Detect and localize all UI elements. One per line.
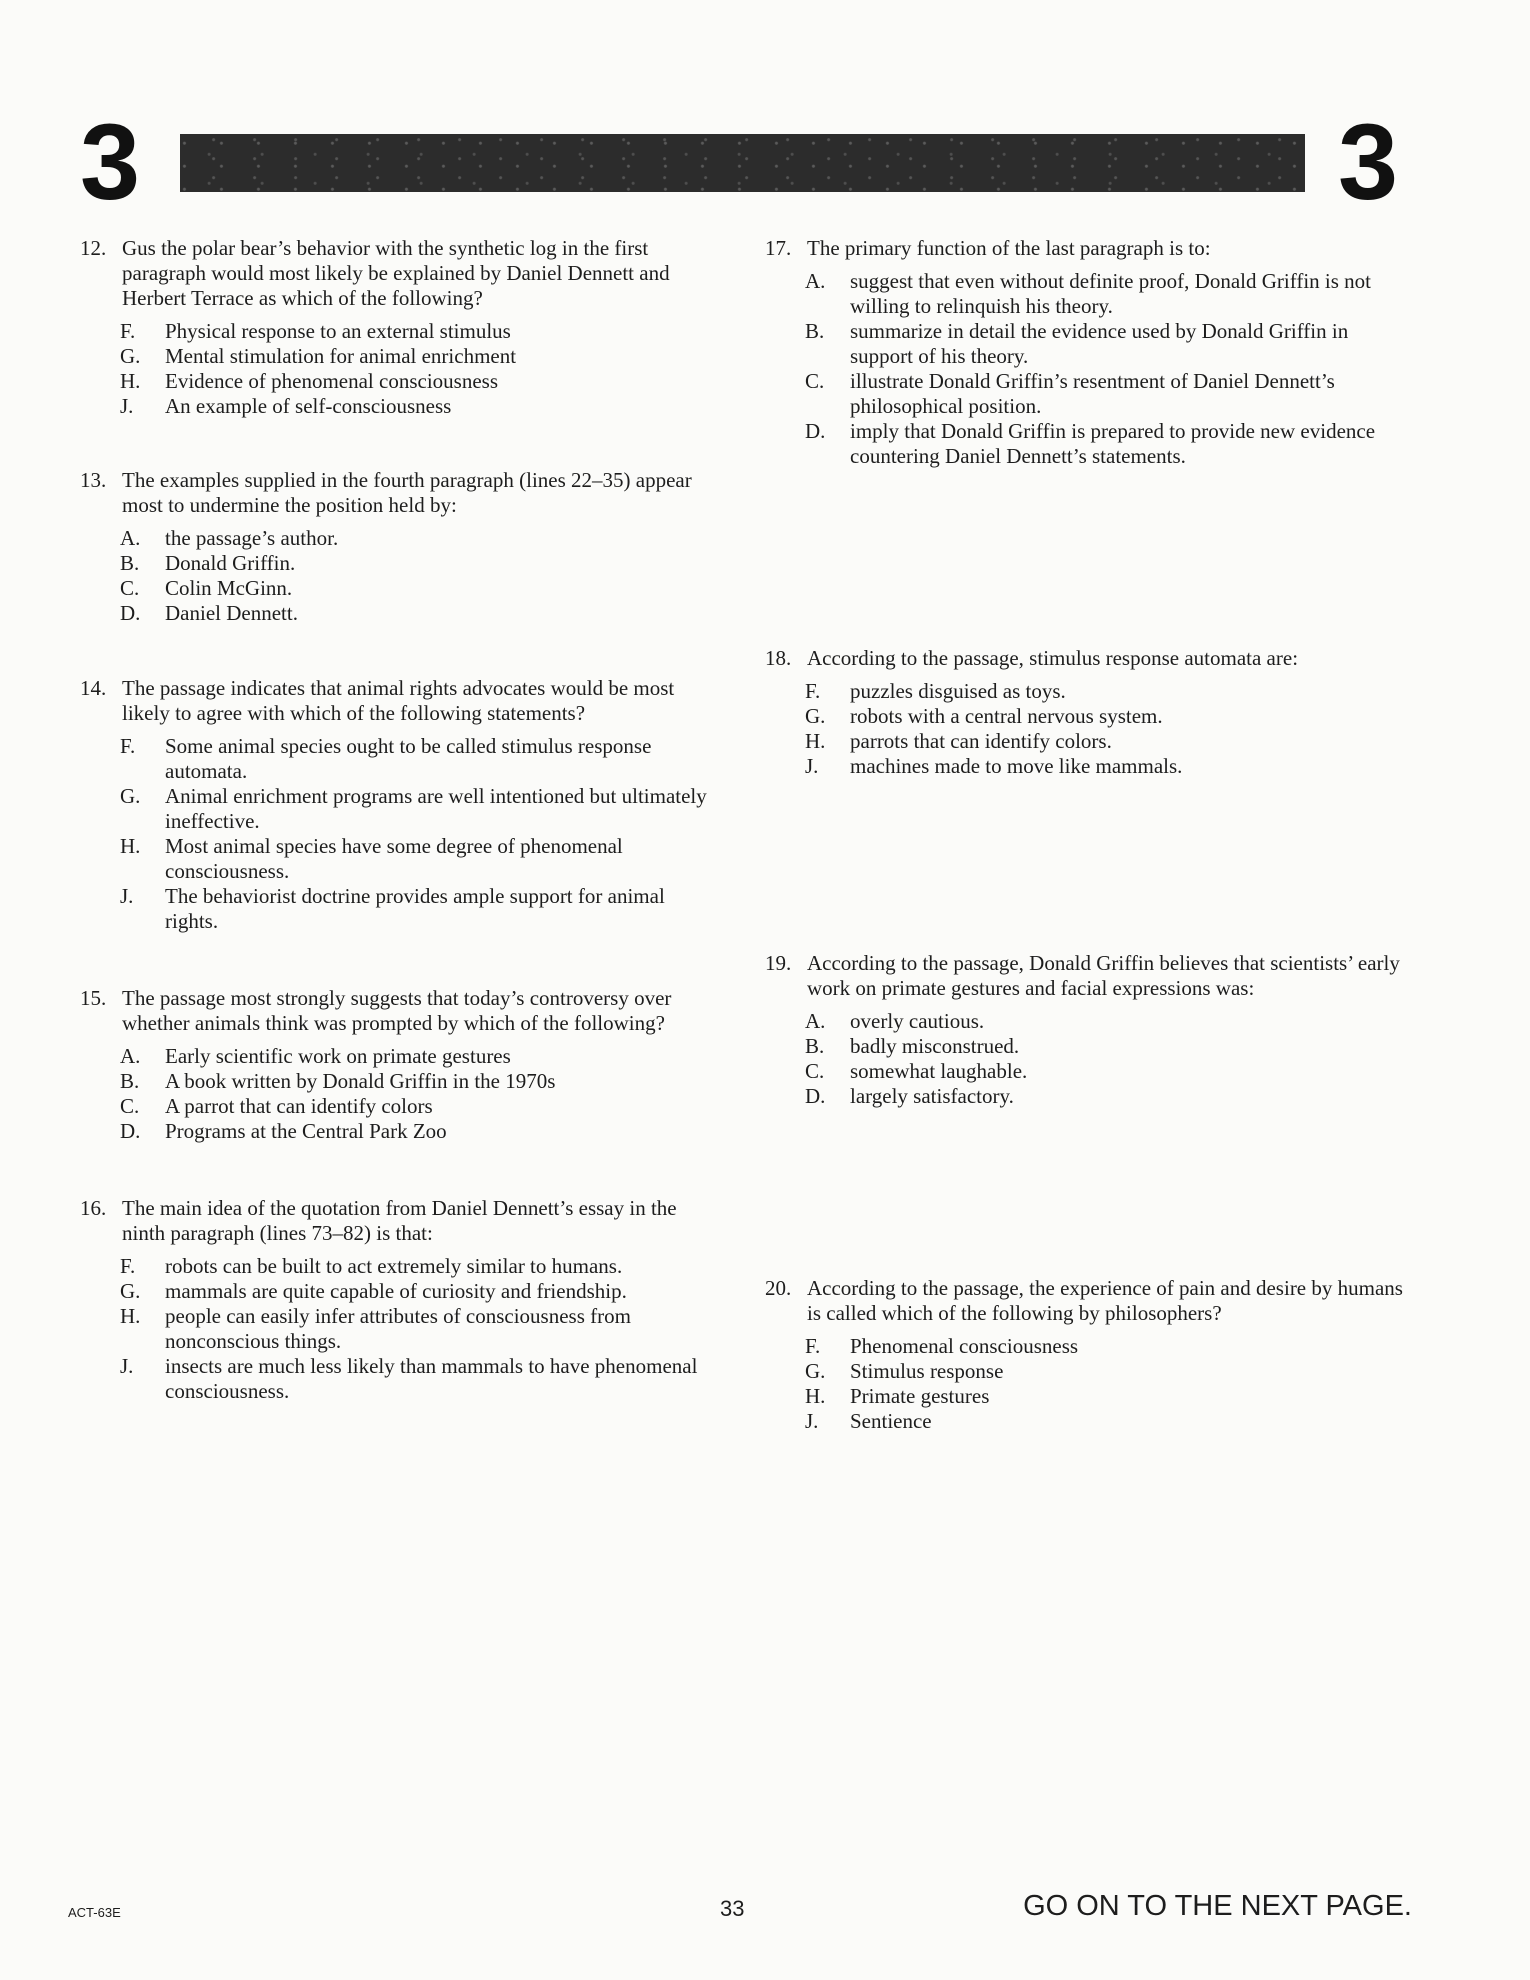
answer-choice [805,369,1415,419]
choice-text: A book written by Donald Griffin in the 1970s [165,1069,556,1093]
choice-text: Most animal species have some degree of phenomenal consciousness. [165,834,623,883]
section-number-right: 3 [1338,101,1399,222]
choice-letter: C. [120,1094,140,1118]
choice-letter: F. [120,734,136,758]
question-stem: The examples supplied in the fourth paragraph (lines 22–35) appear most to undermine the position held by: [122,468,692,517]
answer-choice [805,1084,1415,1109]
choice-letter: A. [120,526,141,550]
answer-choice [120,344,710,369]
answer-choices [765,1009,1415,1109]
choice-text: suggest that even without definite proof, Donald Griffin is not willing to relinquish his theory. [850,269,1372,318]
answer-choice [120,1044,710,1069]
answer-choice [120,884,710,934]
choice-text: parrots that can identify colors. [850,729,1112,753]
choice-letter: F. [805,679,821,703]
choice-text: An example of self-consciousness [165,394,452,418]
choice-letter: H. [120,834,141,858]
choice-text: Phenomenal consciousness [850,1334,1079,1358]
choice-letter: J. [120,884,134,908]
question-number: 17. [765,236,792,260]
question-stem: Gus the polar bear’s behavior with the synthetic log in the first paragraph would most likely be explained by Daniel Dennett and Herbert Terrace as which of the following? [122,236,670,310]
question-18 [765,646,1415,779]
choice-letter: B. [120,1069,140,1093]
answer-choice [120,1254,710,1279]
answer-choices [80,1254,710,1404]
choice-text: illustrate Donald Griffin’s resentment of Daniel Dennett’s philosophical position. [850,369,1335,418]
choice-letter: H. [120,1304,141,1328]
choice-letter: J. [805,1409,819,1433]
choice-letter: J. [120,1354,134,1378]
answer-choice [120,1304,710,1354]
choice-letter: B. [805,319,825,343]
answer-choices [765,269,1415,469]
answer-choice [120,369,710,394]
choice-letter: F. [805,1334,821,1358]
answer-choice [805,269,1415,319]
choice-text: Animal enrichment programs are well intentioned but ultimately ineffective. [165,784,707,833]
choice-letter: J. [120,394,134,418]
choice-letter: F. [120,319,136,343]
choice-text: Evidence of phenomenal consciousness [165,369,498,393]
answer-choice [120,551,710,576]
choice-text: The behaviorist doctrine provides ample support for animal rights. [165,884,665,933]
answer-choice [805,1359,1415,1384]
answer-choice [805,1334,1415,1359]
answer-choices [765,1334,1415,1434]
choice-text: summarize in detail the evidence used by Donald Griffin in support of his theory. [850,319,1349,368]
choice-text: Sentience [850,1409,932,1433]
choice-text: robots with a central nervous system. [850,704,1163,728]
section-number-left: 3 [80,101,141,222]
choice-letter: J. [805,754,819,778]
choice-letter: D. [805,419,826,443]
question-number: 16. [80,1196,107,1220]
choice-letter: C. [120,576,140,600]
answer-choices [80,1044,710,1144]
answer-choice [120,526,710,551]
answer-choice [120,601,710,626]
question-20 [765,1276,1415,1434]
choice-letter: G. [120,1279,141,1303]
choice-letter: A. [805,1009,826,1033]
choice-text: imply that Donald Griffin is prepared to provide new evidence countering Daniel Dennett’s statements. [850,419,1376,468]
question-number: 15. [80,986,107,1010]
page-number: 33 [720,1896,745,1921]
choice-letter: H. [805,1384,826,1408]
answer-choice [120,1119,710,1144]
answer-choice [805,704,1415,729]
choice-text: Early scientific work on primate gestures [165,1044,511,1068]
answer-choice [120,576,710,601]
question-12 [80,236,710,419]
choice-letter: F. [120,1254,136,1278]
form-code: ACT-63E [68,1905,121,1920]
answer-choice [805,319,1415,369]
answer-choice [805,1034,1415,1059]
choice-text: puzzles disguised as toys. [850,679,1066,703]
answer-choice [805,754,1415,779]
answer-choice [805,1384,1415,1409]
question-number: 19. [765,951,792,975]
answer-choice [120,319,710,344]
choice-letter: G. [805,704,826,728]
choice-text: insects are much less likely than mammals to have phenomenal consciousness. [165,1354,698,1403]
question-15 [80,986,710,1144]
question-number: 14. [80,676,107,700]
choice-text: machines made to move like mammals. [850,754,1183,778]
choice-text: Daniel Dennett. [165,601,298,625]
choice-letter: G. [805,1359,826,1383]
question-number: 18. [765,646,792,670]
question-17 [765,236,1415,469]
answer-choice [120,734,710,784]
choice-text: Programs at the Central Park Zoo [165,1119,447,1143]
choice-letter: H. [805,729,826,753]
choice-text: largely satisfactory. [850,1084,1014,1108]
question-stem: The main idea of the quotation from Daniel Dennett’s essay in the ninth paragraph (lines 73–82) is that: [122,1196,677,1245]
choice-text: Colin McGinn. [165,576,293,600]
answer-choice [805,1059,1415,1084]
question-stem: According to the passage, the experience of pain and desire by humans is called which of the following by philosophers? [807,1276,1403,1325]
choice-letter: C. [805,369,825,393]
choice-letter: B. [805,1034,825,1058]
choice-letter: B. [120,551,140,575]
question-stem: The primary function of the last paragraph is to: [807,236,1211,260]
answer-choices [80,734,710,934]
answer-choices [765,679,1415,779]
question-19 [765,951,1415,1109]
choice-text: Mental stimulation for animal enrichment [165,344,517,368]
choice-text: mammals are quite capable of curiosity and friendship. [165,1279,627,1303]
question-stem: According to the passage, stimulus response automata are: [807,646,1299,670]
choice-letter: C. [805,1059,825,1083]
choice-text: badly misconstrued. [850,1034,1020,1058]
choice-text: Primate gestures [850,1384,990,1408]
choice-letter: D. [120,1119,141,1143]
choice-text: people can easily infer attributes of consciousness from nonconscious things. [165,1304,631,1353]
answer-choice [120,1069,710,1094]
question-number: 20. [765,1276,792,1300]
choice-text: robots can be built to act extremely similar to humans. [165,1254,623,1278]
choice-letter: G. [120,344,141,368]
choice-text: A parrot that can identify colors [165,1094,433,1118]
question-13 [80,468,710,626]
answer-choice [805,1009,1415,1034]
answer-choice [805,1409,1415,1434]
answer-choice [805,679,1415,704]
choice-text: Stimulus response [850,1359,1004,1383]
choice-letter: H. [120,369,141,393]
question-number: 12. [80,236,107,260]
choice-text: Some animal species ought to be called stimulus response automata. [165,734,652,783]
question-stem: The passage most strongly suggests that today’s controversy over whether animals think was prompted by which of the following? [122,986,672,1035]
answer-choice [120,1354,710,1404]
choice-text: overly cautious. [850,1009,985,1033]
question-number: 13. [80,468,107,492]
choice-letter: A. [120,1044,141,1068]
answer-choice [805,419,1415,469]
question-14 [80,676,710,934]
answer-choice [120,394,710,419]
choice-letter: A. [805,269,826,293]
choice-text: the passage’s author. [165,526,339,550]
choice-letter: D. [805,1084,826,1108]
answer-choices [80,526,710,626]
question-stem: The passage indicates that animal rights advocates would be most likely to agree with which of the following statements? [122,676,675,725]
choice-letter: G. [120,784,141,808]
answer-choice [805,729,1415,754]
answer-choice [120,784,710,834]
answer-choices [80,319,710,419]
choice-letter: D. [120,601,141,625]
answer-choice [120,1279,710,1304]
question-stem: According to the passage, Donald Griffin believes that scientists’ early work on primate gestures and facial expressions was: [807,951,1400,1000]
choice-text: Donald Griffin. [165,551,296,575]
answer-choice [120,1094,710,1119]
choice-text: Physical response to an external stimulus [165,319,511,343]
next-page-notice: GO ON TO THE NEXT PAGE. [1023,1890,1412,1922]
question-16 [80,1196,710,1404]
answer-choice [120,834,710,884]
choice-text: somewhat laughable. [850,1059,1028,1083]
section-header-bar [180,134,1305,192]
